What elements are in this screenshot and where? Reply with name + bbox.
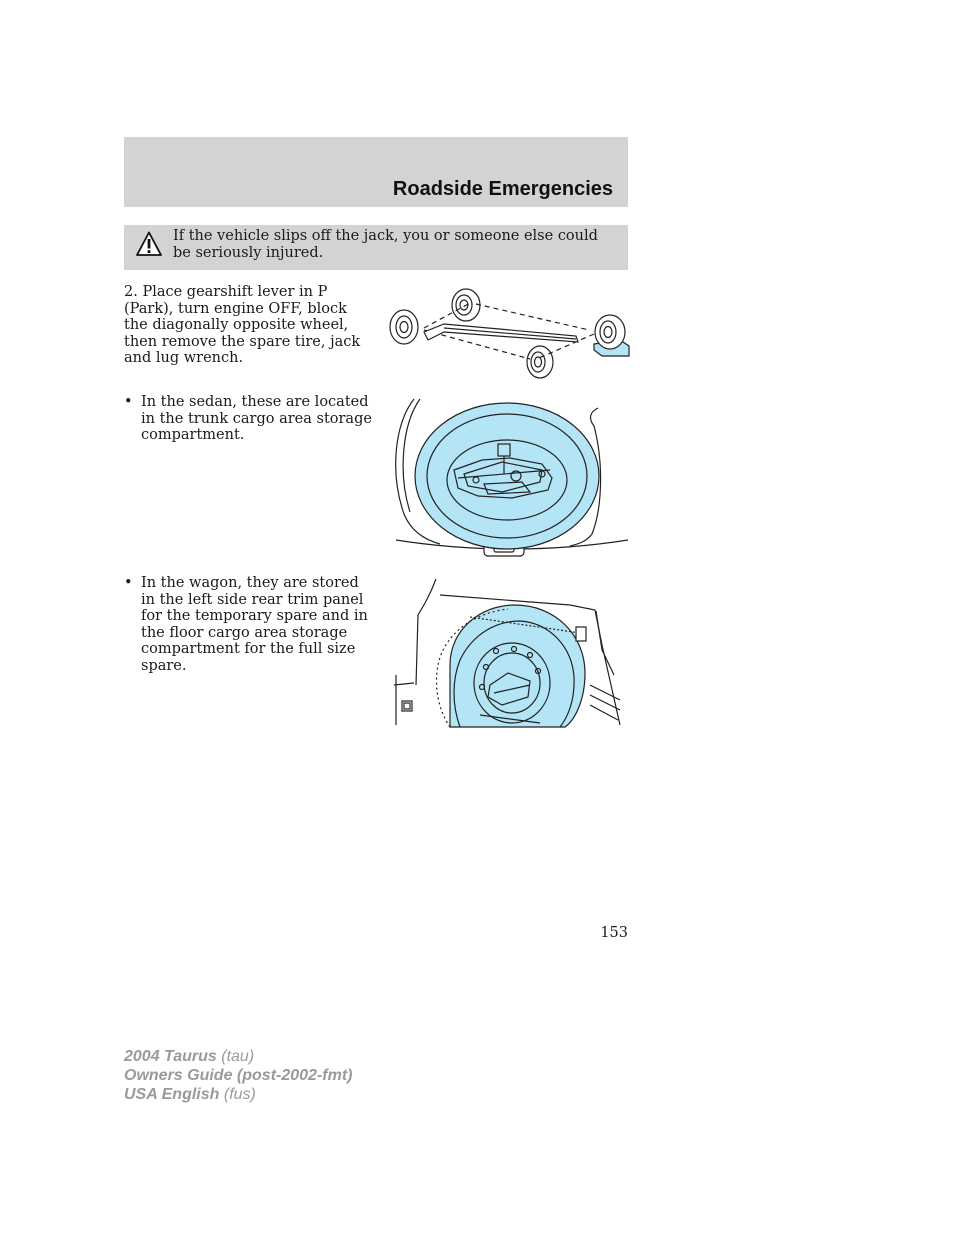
warning-box [124,225,628,270]
bullet-wagon-text: In the wagon, they are stored in the left side rear trim panel for the temporary spare and in the floor cargo area storage compartment for the full size spare. [141,575,368,674]
page-number: 153 [600,925,628,941]
footer-line-3 [124,1085,352,1104]
footer-line-2 [124,1066,352,1085]
footer-language-code: (fus) [223,1086,256,1103]
footer-model: 2004 Taurus [124,1048,217,1065]
footer [124,1047,352,1104]
sedan-trunk-spare-illustration [392,394,630,560]
bullet-marker: • [124,394,133,410]
header-band [124,137,628,207]
step-2-text: 2. Place gearshift lever in P (Park), turn engine OFF, block the diagonally opposite wheel, then remove the spare tire, jack and lug wrench. [124,284,361,366]
warning-triangle-icon [136,231,162,257]
bullet-sedan-text: In the sedan, these are located in the trunk cargo area storage compartment. [141,394,372,443]
footer-model-code: (tau) [221,1048,255,1065]
bullet-marker: • [124,575,133,591]
wheel-blocking-illustration [384,284,630,382]
wagon-spare-illustration [390,575,630,733]
footer-line-1 [124,1047,352,1066]
section-title: Roadside Emergencies [392,178,613,200]
warning-text: If the vehicle slips off the jack, you or someone else could be seriously injured. [173,228,598,261]
footer-language: USA English [124,1086,220,1103]
footer-guide: Owners Guide (post-2002-fmt) [124,1067,353,1084]
